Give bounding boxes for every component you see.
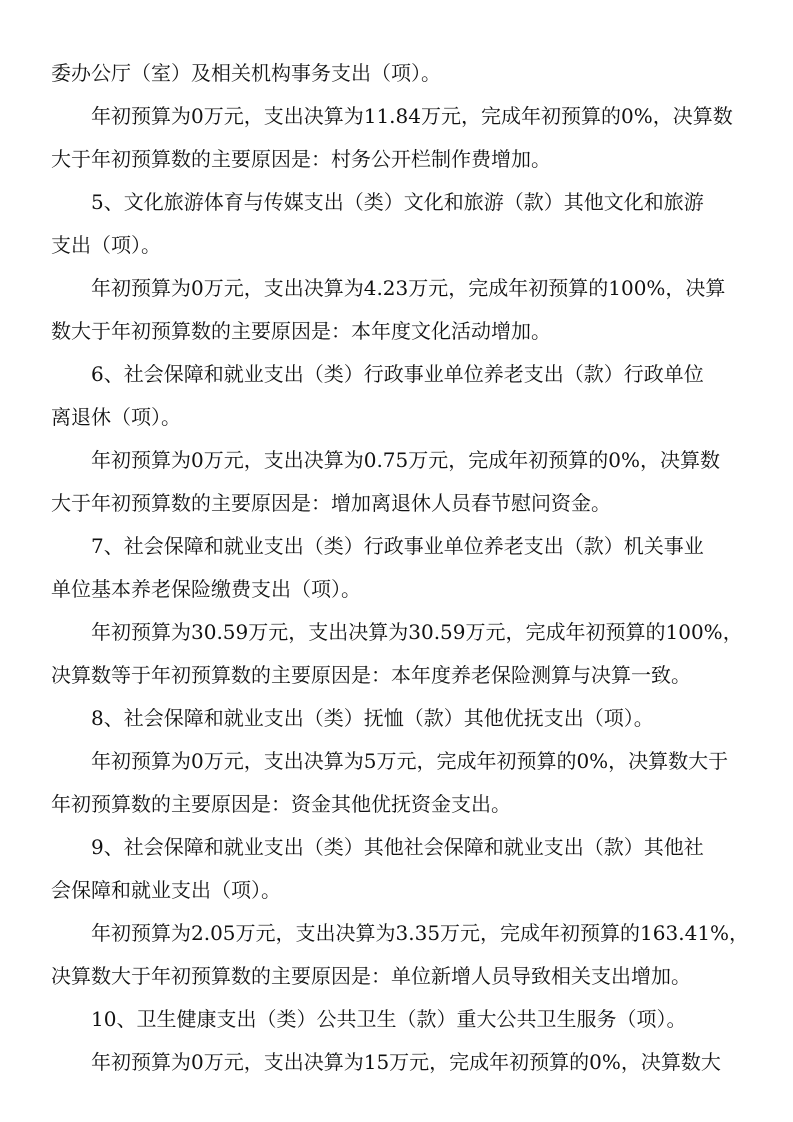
text-line: 决算数等于年初预算数的主要原因是：本年度养老保险测算与决算一致。 [51, 663, 691, 687]
text-line: 年初预算数的主要原因是：资金其他优抚资金支出。 [51, 792, 511, 816]
text-line: 会保障和就业支出（项）。 [51, 878, 281, 902]
text-line: 委办公厅（室）及相关机构事务支出（项）。 [51, 61, 441, 85]
text-line: 决算数大于年初预算数的主要原因是：单位新增人员导致相关支出增加。 [51, 964, 691, 988]
text-line: 年初预算为0万元，支出决算为0.75万元，完成年初预算的0%，决算数 [91, 448, 720, 472]
text-line: 单位基本养老保险缴费支出（项）。 [51, 577, 361, 601]
text-line: 年初预算为2.05万元，支出决算为3.35万元，完成年初预算的163.41%， [91, 921, 750, 945]
section-heading: 7、社会保障和就业支出（类）行政事业单位养老支出（款）机关事业 [91, 534, 704, 558]
text-line: 年初预算为0万元，支出决算为5万元，完成年初预算的0%，决算数大于 [91, 749, 729, 773]
section-heading: 8、社会保障和就业支出（类）抚恤（款）其他优抚支出（项）。 [91, 706, 654, 730]
text-line: 大于年初预算数的主要原因是：增加离退休人员春节慰问资金。 [51, 491, 611, 515]
section-heading: 10、卫生健康支出（类）公共卫生（款）重大公共卫生服务（项）。 [91, 1007, 687, 1031]
text-line: 大于年初预算数的主要原因是：村务公开栏制作费增加。 [51, 147, 551, 171]
text-line: 年初预算为0万元，支出决算为11.84万元，完成年初预算的0%，决算数 [91, 104, 733, 128]
text-line: 年初预算为30.59万元，支出决算为30.59万元，完成年初预算的100%， [91, 620, 743, 644]
text-line: 离退休（项）。 [51, 405, 181, 429]
text-line: 年初预算为0万元，支出决算为4.23万元，完成年初预算的100%，决算 [91, 276, 726, 300]
section-heading: 5、文化旅游体育与传媒支出（类）文化和旅游（款）其他文化和旅游 [91, 190, 704, 214]
text-line: 年初预算为0万元，支出决算为15万元，完成年初预算的0%，决算数大 [91, 1050, 721, 1074]
section-heading: 9、社会保障和就业支出（类）其他社会保障和就业支出（款）其他社 [91, 835, 704, 859]
text-line: 数大于年初预算数的主要原因是：本年度文化活动增加。 [51, 319, 551, 343]
document-body [51, 52, 751, 1084]
text-line: 支出（项）。 [51, 233, 161, 257]
section-heading: 6、社会保障和就业支出（类）行政事业单位养老支出（款）行政单位 [91, 362, 704, 386]
